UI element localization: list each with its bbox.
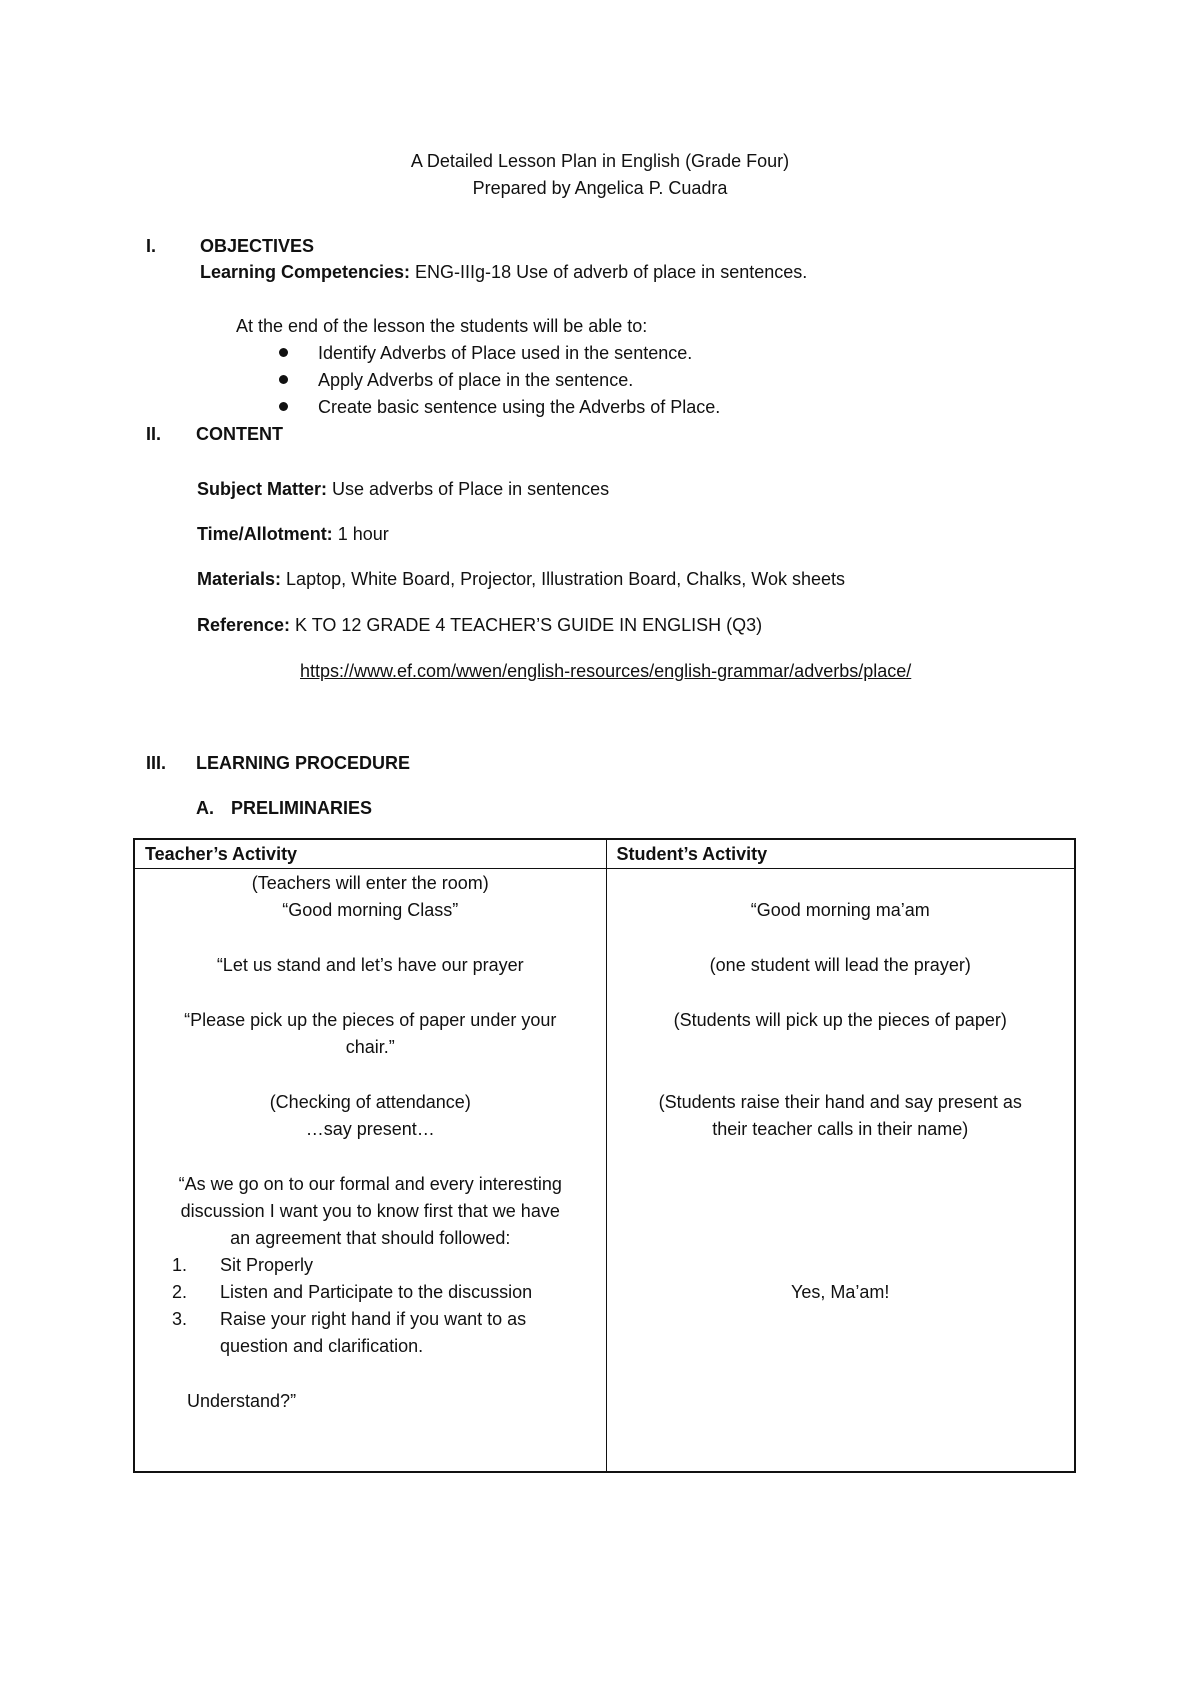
materials-label: Materials: [197,569,282,589]
rule-text: Sit Properly [220,1255,314,1275]
student-line: Yes, Ma’am! [791,1282,890,1302]
header-student-activity: Student’s Activity [606,839,1075,869]
section-numeral-objectives: I. [146,236,157,256]
teacher-line: an agreement that should followed: [230,1228,511,1248]
objective-item: Create basic sentence using the Adverbs of Place. [318,397,721,417]
subject-matter [197,478,609,500]
student-line: (Students raise their hand and say present as [658,1092,1022,1112]
teacher-line: chair.” [345,1037,395,1057]
teacher-line: discussion I want you to know first that we have [180,1201,560,1221]
student-line: their teacher calls in their name) [712,1119,969,1139]
table-header-row [134,839,1075,869]
section-heading-procedure: LEARNING PROCEDURE [196,753,411,773]
student-line: “Good morning ma’am [750,900,930,920]
materials [197,568,845,590]
subsection-letter: A. [196,798,214,818]
document-title: A Detailed Lesson Plan in English (Grade Four) [410,151,790,171]
teacher-line: “Please pick up the pieces of paper under your [184,1010,557,1030]
bullet-icon [279,402,288,411]
reference-link[interactable]: https://www.ef.com/wwen/english-resources/english-grammar/adverbs/place/ [300,661,912,681]
rule-number: 2. [172,1282,188,1302]
teacher-line: (Checking of attendance) [269,1092,471,1112]
reference [197,614,762,636]
subsection-heading-preliminaries: PRELIMINARIES [231,798,373,818]
learning-competencies [200,261,807,283]
subject-matter-label: Subject Matter: [197,479,328,499]
rule-text: Listen and Participate to the discussion [220,1282,533,1302]
bullet-icon [279,348,288,357]
time-allotment-text: 1 hour [332,524,389,544]
time-allotment [197,523,389,545]
section-numeral-procedure: III. [146,753,167,773]
teacher-line: (Teachers will enter the room) [251,873,489,893]
activity-table [133,838,1076,1473]
teacher-line: Understand?” [187,1391,297,1411]
section-numeral-content: II. [146,424,162,444]
bullet-icon [279,375,288,384]
reference-text: K TO 12 GRADE 4 TEACHER’S GUIDE IN ENGLISH (Q3) [290,615,763,635]
materials-text: Laptop, White Board, Projector, Illustration Board, Chalks, Wok sheets [281,569,845,589]
section-heading-objectives: OBJECTIVES [200,236,315,256]
rule-text: question and clarification. [220,1336,424,1356]
teacher-line: “Good morning Class” [282,900,459,920]
student-line: (one student will lead the prayer) [709,955,971,975]
teacher-activity-cell [134,869,606,1473]
prepared-by: Prepared by Angelica P. Cuadra [472,178,728,198]
teacher-line: “Let us stand and let’s have our prayer [216,955,524,975]
rule-number: 3. [172,1309,188,1329]
reference-label: Reference: [197,615,291,635]
rule-text: Raise your right hand if you want to as [220,1309,527,1329]
student-activity-cell [606,869,1075,1473]
learning-competencies-text: ENG-IIIg-18 Use of adverb of place in sentences. [410,262,808,282]
objective-item: Identify Adverbs of Place used in the sentence. [318,343,693,363]
time-allotment-label: Time/Allotment: [197,524,333,544]
section-heading-content: CONTENT [196,424,283,444]
student-line: (Students will pick up the pieces of paper) [673,1010,1007,1030]
learning-competencies-label: Learning Competencies: [200,262,411,282]
header-teacher-activity: Teacher’s Activity [134,839,606,869]
teacher-line: “As we go on to our formal and every interesting [178,1174,562,1194]
table-row [134,869,1075,1473]
objective-item: Apply Adverbs of place in the sentence. [318,370,634,390]
subject-matter-text: Use adverbs of Place in sentences [327,479,610,499]
objectives-intro: At the end of the lesson the students will be able to: [236,316,648,336]
teacher-line: …say present… [305,1119,435,1139]
rule-number: 1. [172,1255,188,1275]
